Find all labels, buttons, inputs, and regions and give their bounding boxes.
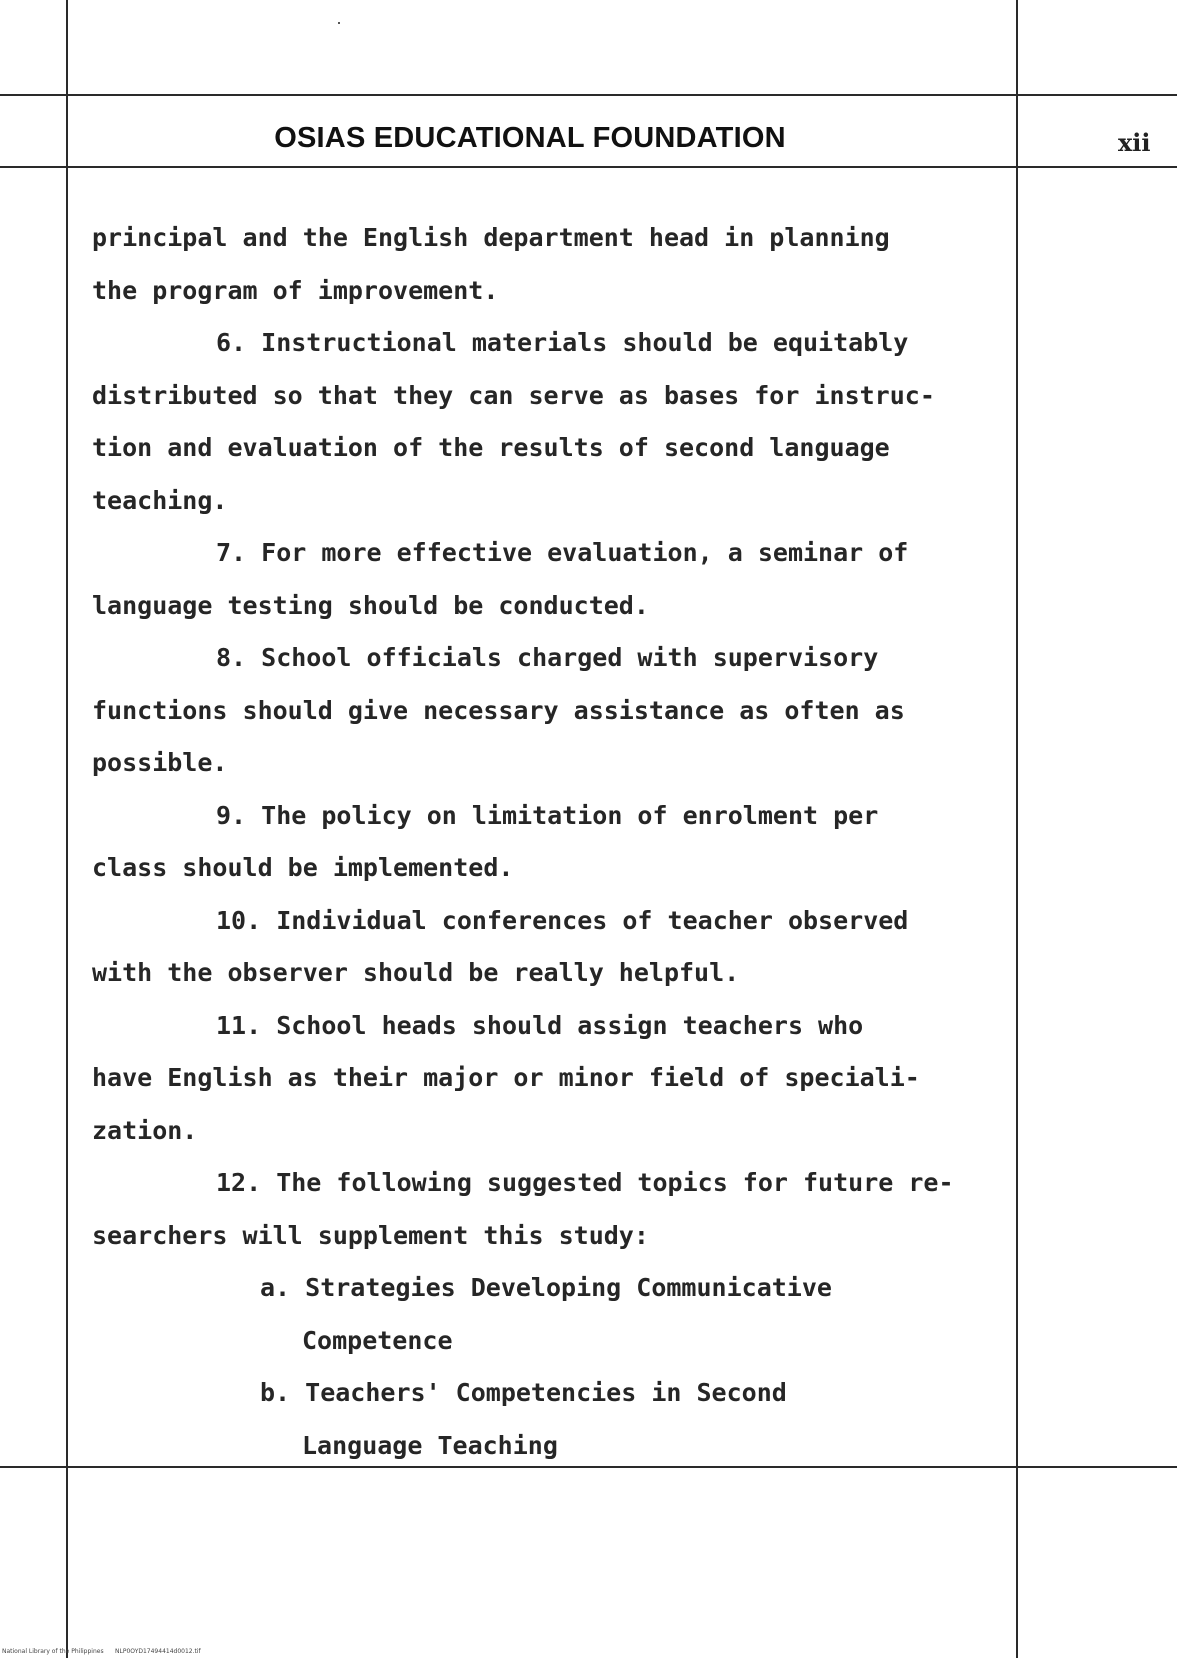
document-body — [92, 212, 1052, 1472]
text-line: principal and the English department head in planning — [92, 223, 890, 252]
page-title: OSIAS EDUCATIONAL FOUNDATION — [274, 122, 786, 154]
text-line: language testing should be conducted. — [92, 590, 649, 620]
left-margin-rule — [66, 0, 68, 1658]
header-top-rule — [0, 94, 1177, 96]
text-line: class should be implemented. — [92, 853, 514, 882]
text-line: have English as their major or minor field of speciali- — [92, 1063, 920, 1092]
text-line: searchers will supplement this study: — [92, 1220, 649, 1250]
text-line: teaching. — [92, 485, 228, 515]
topic-b: b. Teachers' Competencies in Second — [260, 1378, 787, 1407]
recommendation-12: 12. The following suggested topics for future re- — [216, 1168, 954, 1197]
header-bottom-rule — [0, 166, 1177, 168]
recommendation-9: 9. The policy on limitation of enrolment per — [216, 800, 879, 830]
recommendation-7: 7. For more effective evaluation, a seminar of — [216, 538, 909, 567]
recommendation-11: 11. School heads should assign teachers who — [216, 1010, 864, 1040]
text-line: possible. — [92, 748, 228, 777]
recommendation-6: 6. Instructional materials should be equitably — [216, 328, 909, 357]
recommendation-10: 10. Individual conferences of teacher observed — [216, 905, 909, 935]
text-line: tion and evaluation of the results of second language — [92, 433, 890, 462]
footer-source: National Library of the Philippines — [2, 1648, 104, 1655]
text-line: with the observer should be really helpful. — [92, 958, 740, 987]
recommendation-8: 8. School officials charged with supervisory — [216, 643, 879, 672]
footer-file-id: NLP0OYD17494414d0012.tif — [115, 1648, 201, 1655]
topic-a: a. Strategies Developing Communicative — [260, 1273, 832, 1302]
page-number: xii — [1118, 128, 1151, 157]
scan-footer — [2, 1648, 201, 1655]
text-line: functions should give necessary assistance as often as — [92, 695, 905, 725]
scan-speck — [338, 22, 340, 24]
topic-b-continued: Language Teaching — [302, 1430, 558, 1460]
topic-a-continued: Competence — [302, 1325, 453, 1355]
text-line: zation. — [92, 1115, 198, 1145]
text-line: distributed so that they can serve as bases for instruc- — [92, 380, 935, 410]
text-line: the program of improvement. — [92, 275, 499, 305]
